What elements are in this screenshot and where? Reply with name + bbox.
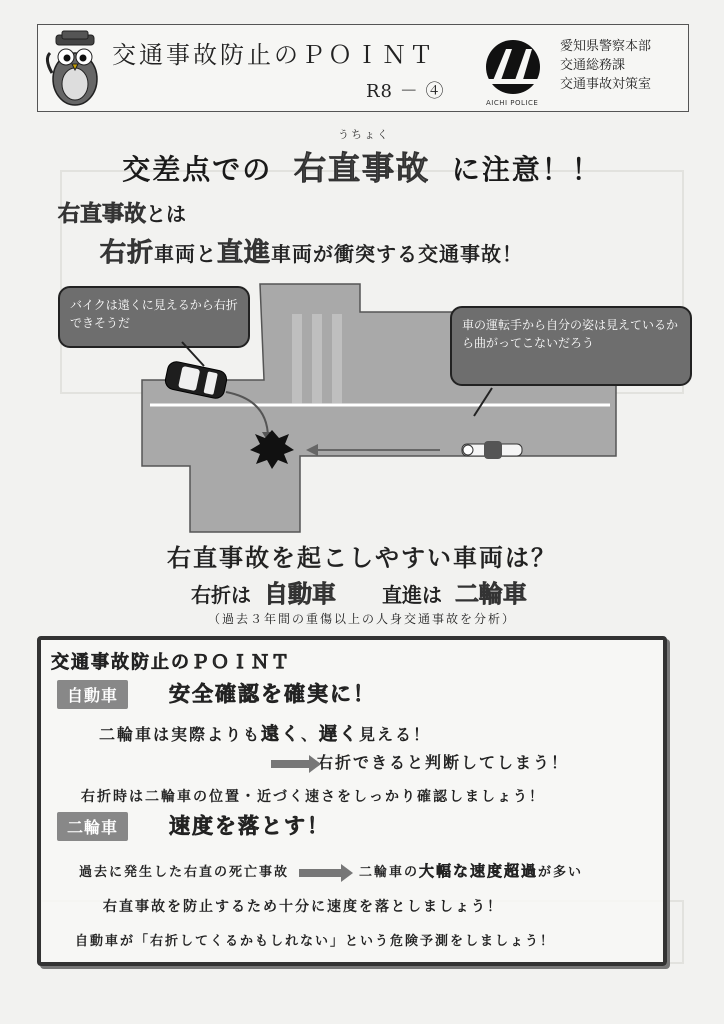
prevention-point-box (37, 636, 667, 966)
definition-right-turn: 右折 (100, 238, 155, 268)
collision-burst-icon (250, 430, 294, 469)
headline-highlight: 右直事故 (293, 149, 430, 187)
headline-prefix: 交差点での (122, 153, 273, 186)
straight-label: 直進は (381, 583, 442, 607)
issue-number: R8 － ④ (366, 81, 445, 102)
definition-text-part: 車両と (154, 242, 218, 266)
analysis-note: （過去３年間の重傷以上の人身交通事故を分析） (207, 612, 516, 626)
definition-text-part: 車両が衝突する交通事故！ (271, 242, 524, 266)
right-turn-label: 右折は (191, 583, 252, 607)
car-driver-thought-bubble: バイクは遠くに見えるから右折できそうだ (58, 286, 250, 348)
motorcycle-icon (462, 441, 522, 459)
text-part: 過去に発生した右直の死亡事故 (79, 865, 290, 880)
reading-ruby: うちょく (338, 128, 390, 141)
definition-heading (58, 197, 186, 228)
motorcycle-point-line-3: 自動車が「右折してくるかもしれない」という危険予測をしましょう！ (75, 934, 556, 949)
right-arrow-icon (271, 760, 311, 768)
vehicle-answer (0, 574, 724, 609)
car-point-line-3: 右折時は二輪車の位置・近づく速さをしっかり確認しましょう！ (81, 789, 545, 805)
rider-thought-bubble: 車の運転手から自分の姿は見えているから曲がってこないだろう (450, 306, 692, 386)
org-line: 愛知県警察本部 (560, 39, 652, 54)
org-line: 交通事故対策室 (560, 77, 652, 92)
point-box-title: 交通事故防止のＰＯＩＮＴ (51, 652, 291, 673)
motorcycle-subtitle: 速度を落とす！ (169, 814, 330, 838)
text-part: 二輪車の (359, 865, 420, 880)
header-box (37, 24, 689, 112)
police-owl-mascot-icon (42, 29, 108, 107)
emphasis-slow: 遅く (319, 724, 360, 745)
organization-name (560, 37, 651, 94)
car-subtitle: 安全確認を確実に！ (169, 682, 376, 706)
text-part: 、 (301, 725, 320, 744)
vehicle-question: 右直事故を起こしやすい車両は？ (167, 544, 557, 572)
aichi-police-logo-icon (478, 37, 548, 101)
car-point-line-2 (271, 750, 569, 773)
police-logo-caption: AICHI POLICE (486, 99, 539, 107)
text-part: 右折できると判断してしまう！ (317, 753, 570, 772)
car-point-line-1 (99, 720, 431, 746)
headline-suffix: に注意！！ (451, 153, 602, 186)
definition-topic-marker: とは (146, 202, 187, 226)
text-part: 見える！ (359, 725, 432, 744)
motorcycle-tag: 二輪車 (57, 812, 128, 841)
org-line: 交通総務課 (560, 58, 626, 73)
text-part: 二輪車は実際よりも (99, 725, 262, 744)
definition-straight: 直進 (217, 238, 272, 268)
text-part: が多い (538, 865, 584, 880)
bubble-left-tail (178, 340, 208, 370)
right-turn-vehicle: 自動車 (264, 580, 337, 608)
right-arrow-icon (299, 869, 343, 877)
motorcycle-point-line-1 (79, 860, 583, 881)
header-title: 交通事故防止のＰＯＩＮＴ (112, 41, 436, 69)
car-tag: 自動車 (57, 680, 128, 709)
definition-text (100, 232, 523, 269)
bubble-right-tail (468, 386, 498, 420)
emphasis-far: 遠く (261, 724, 302, 745)
straight-vehicle: 二輪車 (454, 580, 527, 608)
crosswalk-stripes (292, 314, 342, 404)
definition-term: 右直事故 (58, 202, 147, 227)
main-headline (0, 143, 724, 189)
emphasis-speeding: 大幅な速度超過 (419, 862, 539, 880)
motorcycle-point-line-2: 右直事故を防止するため十分に速度を落としましょう！ (103, 899, 503, 915)
